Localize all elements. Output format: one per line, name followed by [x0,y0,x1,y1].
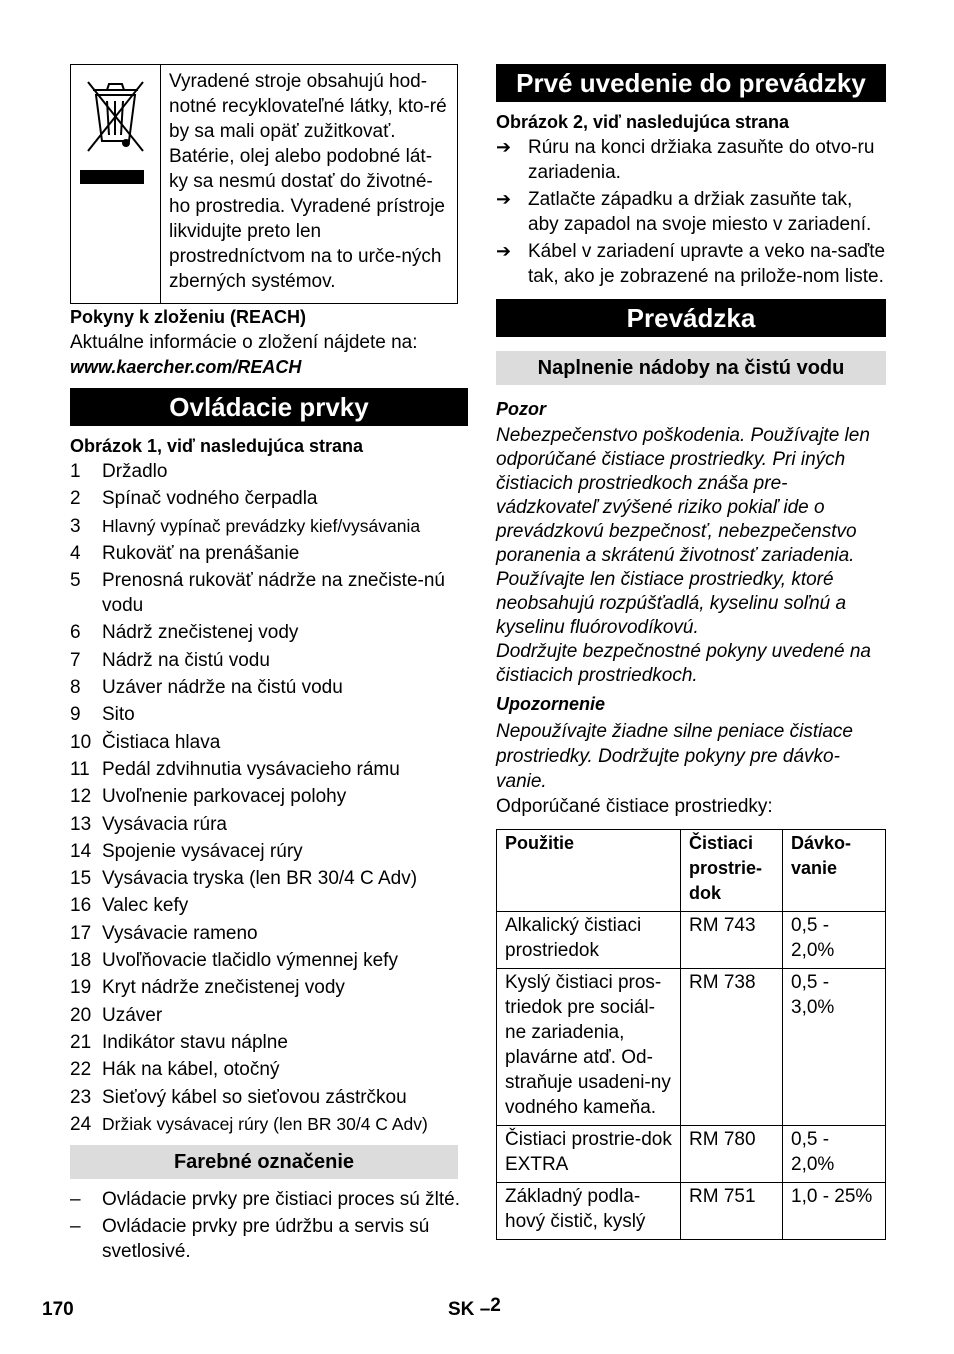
footer-separator: – [479,1299,491,1320]
step-text: Zatlačte západku a držiak zasuňte tak, aby zapadol na svoje miesto v zariadení. [528,189,872,235]
column-header: Čistiaci prostrie-dok [681,830,783,912]
table-header-row [497,830,886,912]
reach-url[interactable]: www.kaercher.com/REACH [70,357,302,377]
right-column [496,64,886,1240]
list-item [70,866,468,891]
caution-text: Nebezpečenstvo poškodenia. Používajte len odporúčané čistiace prostriedky. Pri iných čistiacich prostriedkoch znáša pre-vádzkovateľ zvýšené riziko pokiaľ ide o prevádzkovú bezpečnosť, nebezpečenstvo poranenia a skrátenú životnosť zariadenia. Používajte len čistiace prostriedky, ktoré neobsahujú rozpúšťadlá, kyselinu soľnú a kyselinu fluórovodíkovú. [496,425,870,638]
section-title-color-coding: Farebné označenie [70,1145,458,1179]
list-item [70,1214,468,1264]
dash-bullet: – [70,1215,81,1237]
note-text: Nepoužívajte žiadne silne peniace čistiace prostriedky. Dodržujte pokyny pre dávko-vanie. [496,721,853,792]
table-cell: 0,5 - 3,0% [783,969,886,1126]
note-label: Upozornenie [496,694,606,714]
table-cell: 1,0 - 25% [783,1183,886,1240]
item-number: 17 [70,922,92,944]
item-number: 4 [70,542,81,564]
list-item [70,812,468,837]
language-code: SK [448,1299,475,1320]
item-number: 14 [70,840,92,862]
item-number: 9 [70,704,81,726]
item-number: 8 [70,677,81,699]
list-item [70,784,468,809]
list-item [70,486,468,511]
table-cell: Alkalický čistiaci prostriedok [497,912,681,969]
footer-subpage: 2 [490,1295,501,1316]
list-item [70,1003,468,1028]
step-text: Rúru na konci držiaka zasuňte do otvo-ru zariadenia. [528,137,875,183]
table-row [497,1126,886,1183]
list-item [70,459,468,484]
list-item [70,702,468,727]
list-item [70,648,468,673]
table-cell: Kyslý čistiaci pros-triedok pre sociál-ne zariadenia, plavárne atď. Od-straňuje usadeni-ny vodného kameňa. [497,969,681,1126]
item-label: Sieťový kábel so sieťovou zástrčkou [102,1086,407,1108]
item-label: Uvoľňovacie tlačidlo výmennej kefy [102,950,398,972]
item-number: 6 [70,622,81,644]
item-label: Držadlo [102,461,168,482]
list-item [70,730,468,755]
table-cell: Čistiaci prostrie-dok EXTRA [497,1126,681,1183]
item-number: 20 [70,1004,92,1026]
item-number: 10 [70,731,92,753]
list-item [70,675,468,700]
reach-heading: Pokyny k zloženiu (REACH) [70,307,307,327]
list-item [70,1057,468,1082]
item-label: Pedál zdvihnutia vysávacieho rámu [102,758,400,780]
item-number: 7 [70,649,81,671]
figure-ref-2: Obrázok 2, viď nasledujúca strana [496,112,790,132]
color-coding-list [70,1187,468,1264]
item-label: Spojenie vysávacej rúry [102,840,303,862]
item-number: 15 [70,868,92,890]
table-cell: 0,5 - 2,0% [783,912,886,969]
controls-list [70,459,468,1137]
list-item [70,893,468,918]
item-label: Uzáver [102,1004,163,1026]
table-cell: Základný podla-hový čistič, kyslý [497,1183,681,1240]
page-number: 170 [42,1299,74,1320]
left-column [70,64,468,1266]
step-text: Kábel v zariadení upravte a veko na-saďte tak, ako je zobrazené na prilože-nom liste. [528,241,886,287]
item-label: Nádrž na čistú vodu [102,649,270,671]
item-label: Hlavný vypínač prevádzky kief/vysávania [102,515,421,536]
item-number: 2 [70,488,81,510]
figure-ref-1: Obrázok 1, viď nasledujúca strana [70,436,364,456]
column-header: Dávko-vanie [783,830,886,912]
item-number: 18 [70,950,92,972]
item-number: 3 [70,515,81,537]
item-number: 12 [70,786,92,808]
item-label: Držiak vysávacej rúry (len BR 30/4 C Adv) [102,1113,428,1134]
item-number: 19 [70,977,92,999]
list-item [70,1187,468,1212]
arrow-icon: ➔ [496,189,512,209]
item-number: 13 [70,813,92,835]
list-item [70,921,468,946]
list-item [70,839,468,864]
disposal-text: Vyradené stroje obsahujú hod-notné recyklovateľné látky, kto-ré by sa mali opäť zužitkovať. Batérie, olej alebo podobné lát-ky sa nesmú dostať do životné-ho prostredia. Vyradené prístroje likvidujte preto len prostredníctvom na to urče-ných zberných systémov. [169,71,447,292]
caution-text-2: Dodržujte bezpečnostné pokyny uvedené na čistiacich prostriedkoch. [496,641,871,686]
caution-label: Pozor [496,399,547,419]
list-item [496,239,886,289]
item-label: Sito [102,704,135,726]
item-label: Prenosná rukoväť nádrže na znečiste-nú vodu [102,570,445,617]
table-cell: RM 738 [681,969,783,1126]
list-item [70,757,468,782]
list-item [70,620,468,645]
item-text: Ovládacie prvky pre čistiaci proces sú žlté. [102,1188,460,1210]
list-item [70,541,468,566]
arrow-icon: ➔ [496,241,512,261]
dash-bullet: – [70,1188,81,1210]
item-text: Ovládacie prvky pre údržbu a servis sú svetlosivé. [102,1215,430,1262]
crossed-bin-icon [71,65,160,303]
list-item [70,975,468,1000]
item-label: Čistiaca hlava [102,731,221,753]
section-subtitle-fill-tank: Naplnenie nádoby na čistú vodu [496,351,886,385]
table-cell: RM 780 [681,1126,783,1183]
footer-language [448,1297,501,1322]
item-number: 16 [70,895,92,917]
column-header: Použitie [497,830,681,912]
item-number: 22 [70,1059,92,1081]
item-number: 5 [70,570,81,592]
first-use-steps [496,135,886,289]
item-label: Uvoľnenie parkovacej polohy [102,786,347,808]
table-cell: RM 751 [681,1183,783,1240]
list-item [70,1112,468,1137]
cleaning-agents-table [496,829,886,1240]
item-number: 1 [70,461,81,482]
item-label: Vysávacia rúra [102,813,227,835]
table-row [497,1183,886,1240]
list-item [70,568,468,618]
item-number: 21 [70,1031,92,1053]
table-cell: RM 743 [681,912,783,969]
section-title-first-use: Prvé uvedenie do prevádzky [496,64,886,102]
list-item [70,1030,468,1055]
item-number: 23 [70,1086,92,1108]
list-item [70,948,468,973]
item-label: Vysávacie rameno [102,922,258,944]
item-label: Kryt nádrže znečistenej vody [102,977,345,999]
item-number: 24 [70,1113,92,1135]
reach-text: Aktuálne informácie o zložení nájdete na: [70,332,418,353]
list-item [70,514,468,539]
item-label: Nádrž znečistenej vody [102,622,299,644]
list-item [496,135,886,185]
disposal-icon-cell [71,65,161,303]
arrow-icon: ➔ [496,137,512,157]
disposal-notice [70,64,458,304]
item-label: Valec kefy [102,895,189,917]
item-label: Indikátor stavu náplne [102,1031,288,1053]
list-item [496,187,886,237]
item-number: 11 [70,758,90,780]
item-label: Rukoväť na prenášanie [102,542,300,564]
item-label: Spínač vodného čerpadla [102,488,318,510]
table-row [497,912,886,969]
table-row [497,969,886,1126]
item-label: Uzáver nádrže na čistú vodu [102,677,343,699]
section-title-operation: Prevádzka [496,299,886,337]
item-label: Vysávacia tryska (len BR 30/4 C Adv) [102,868,418,890]
item-label: Hák na kábel, otočný [102,1059,280,1081]
list-item [70,1085,468,1110]
table-cell: 0,5 - 2,0% [783,1126,886,1183]
recommended-label: Odporúčané čistiace prostriedky: [496,796,773,817]
section-title-controls: Ovládacie prvky [70,388,468,426]
